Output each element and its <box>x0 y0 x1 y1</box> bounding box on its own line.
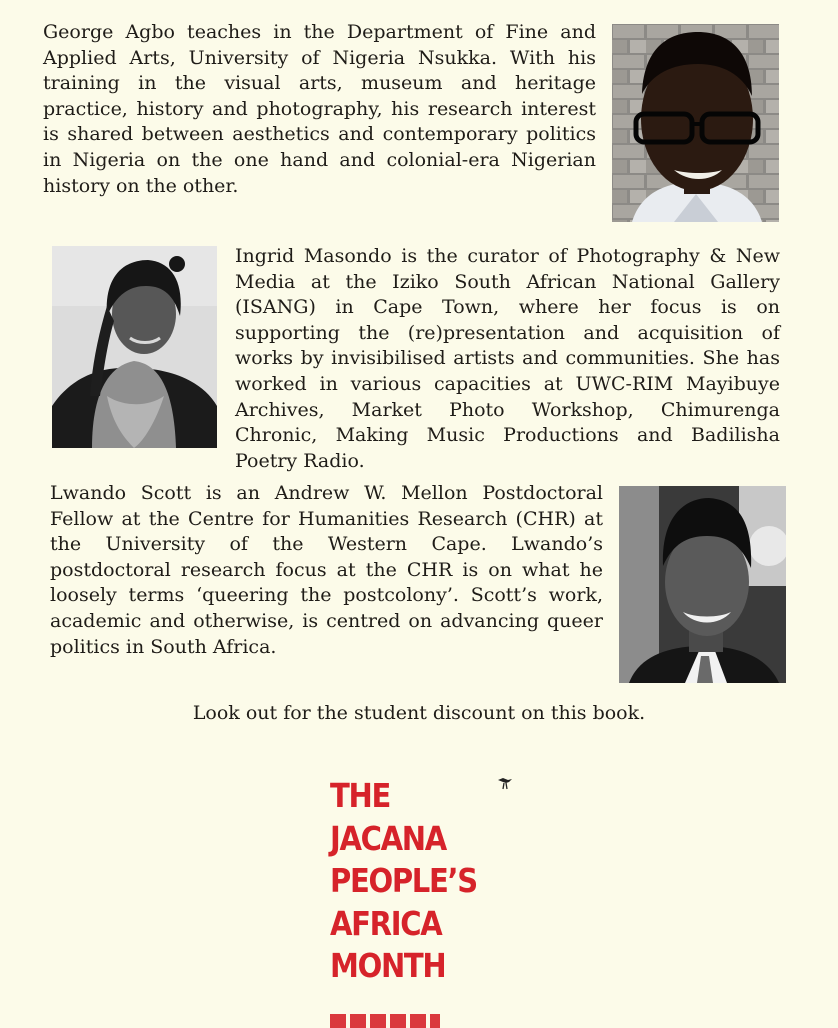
campaign-line-1: THE <box>330 776 390 815</box>
bio-george-agbo: George Agbo teaches in the Department of Fine and Applied Arts, University of Nigeria Nsukka. With his training in the visual arts, museum and heritage practice, history and photography, his research interest is shared between aesthetics and contemporary politics in Nigeria on the one hand and colonial-era Nigerian history on the other. <box>43 21 596 197</box>
jacana-bird-icon <box>497 776 513 790</box>
campaign-line-3: PEOPLE’S <box>330 861 477 900</box>
bio-ingrid-masondo: Ingrid Masondo is the curator of Photography & New Media at the Iziko South African National Gallery (ISANG) in Cape Town, where her focus is on supporting the (re)presentation and acquisition of works by invisibilised artists and communities. She has worked in various capacities at UWC-RIM Mayibuye Archives, Market Photo Workshop, Chimurenga Chronic, Making Music Productions and Badilisha Poetry Radio. <box>235 245 780 472</box>
campaign-line-4: AFRICA <box>330 903 442 943</box>
campaign-line-2: JACANA <box>330 818 446 858</box>
portrait-lwando-scott <box>619 486 786 683</box>
bio-lwando-scott: Lwando Scott is an Andrew W. Mellon Postdoctoral Fellow at the Centre for Humanities Research (CHR) at the University of the Western Cape. Lwando’s postdoctoral research focus at the CHR is on what he loosely terms ‘queering the postcolony’. Scott’s work, academic and otherwise, is centred on advancing queer politics in South Africa. <box>50 482 603 658</box>
campaign-line-5: MONTH <box>330 946 446 985</box>
portrait-ingrid-masondo <box>52 246 217 448</box>
portrait-george-agbo <box>612 24 779 222</box>
student-discount-note: Look out for the student discount on this book. <box>192 702 646 724</box>
campaign-title <box>330 775 477 988</box>
campaign-cutoff-text <box>330 1014 450 1028</box>
